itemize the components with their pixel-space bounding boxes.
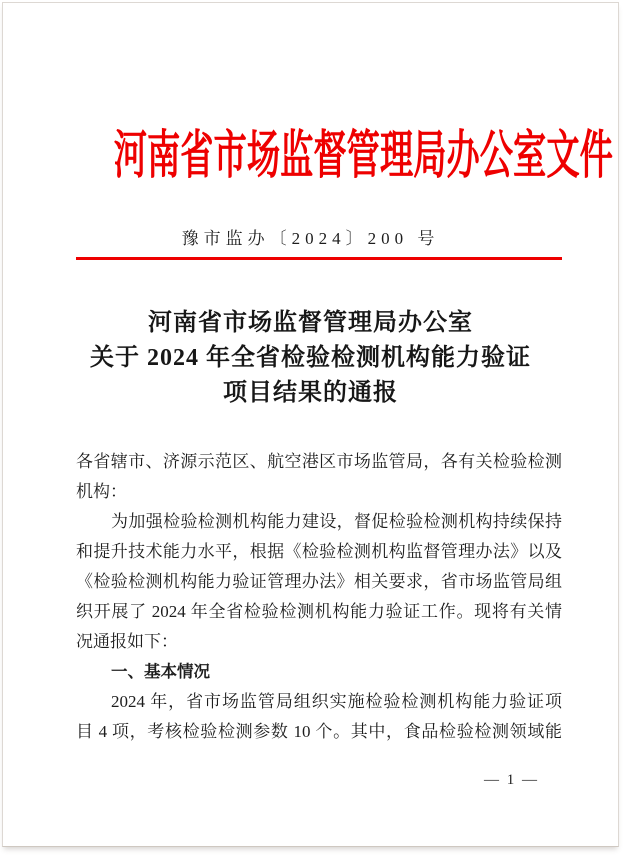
body-text-line: 目 4 项，考核检验检测参数 10 个。其中，食品检验检测领域能 (76, 722, 562, 741)
document-title (3, 306, 618, 411)
body-text-line: 织开展了 2024 年全省检验检测机构能力验证工作。现将有关情 (76, 602, 562, 621)
document-page (2, 2, 619, 847)
doc-number: 豫市监办〔2024〕200 号 (181, 229, 440, 248)
document-title-line: 关于 2024 年全省检验检测机构能力验证 (90, 345, 531, 371)
body-text-line: 各省辖市、济源示范区、航空港区市场监管局，各有关检验检测 (76, 452, 562, 471)
document-header-title: 河南省市场监督管理局办公室文件 (113, 128, 613, 185)
body-text-line: 机构： (76, 482, 127, 501)
document-body (76, 447, 562, 747)
page-number: — 1 — (484, 772, 539, 788)
document-title-line: 项目结果的通报 (223, 380, 398, 406)
body-text-line: 和提升技术能力水平，根据《检验检测机构监督管理办法》以及 (76, 542, 562, 561)
document-title-line: 河南省市场监督管理局办公室 (148, 310, 473, 336)
body-text-line: 2024 年，省市场监管局组织实施检验检测机构能力验证项 (111, 692, 562, 711)
red-divider-line (76, 257, 562, 260)
body-text-line: 为加强检验检测机构能力建设，督促检验检测机构持续保持 (111, 512, 562, 531)
section-heading: 一、基本情况 (111, 663, 210, 681)
body-text-line: 《检验检测机构能力验证管理办法》相关要求，省市场监管局组 (76, 572, 562, 591)
body-text-line: 况通报如下： (76, 632, 178, 651)
